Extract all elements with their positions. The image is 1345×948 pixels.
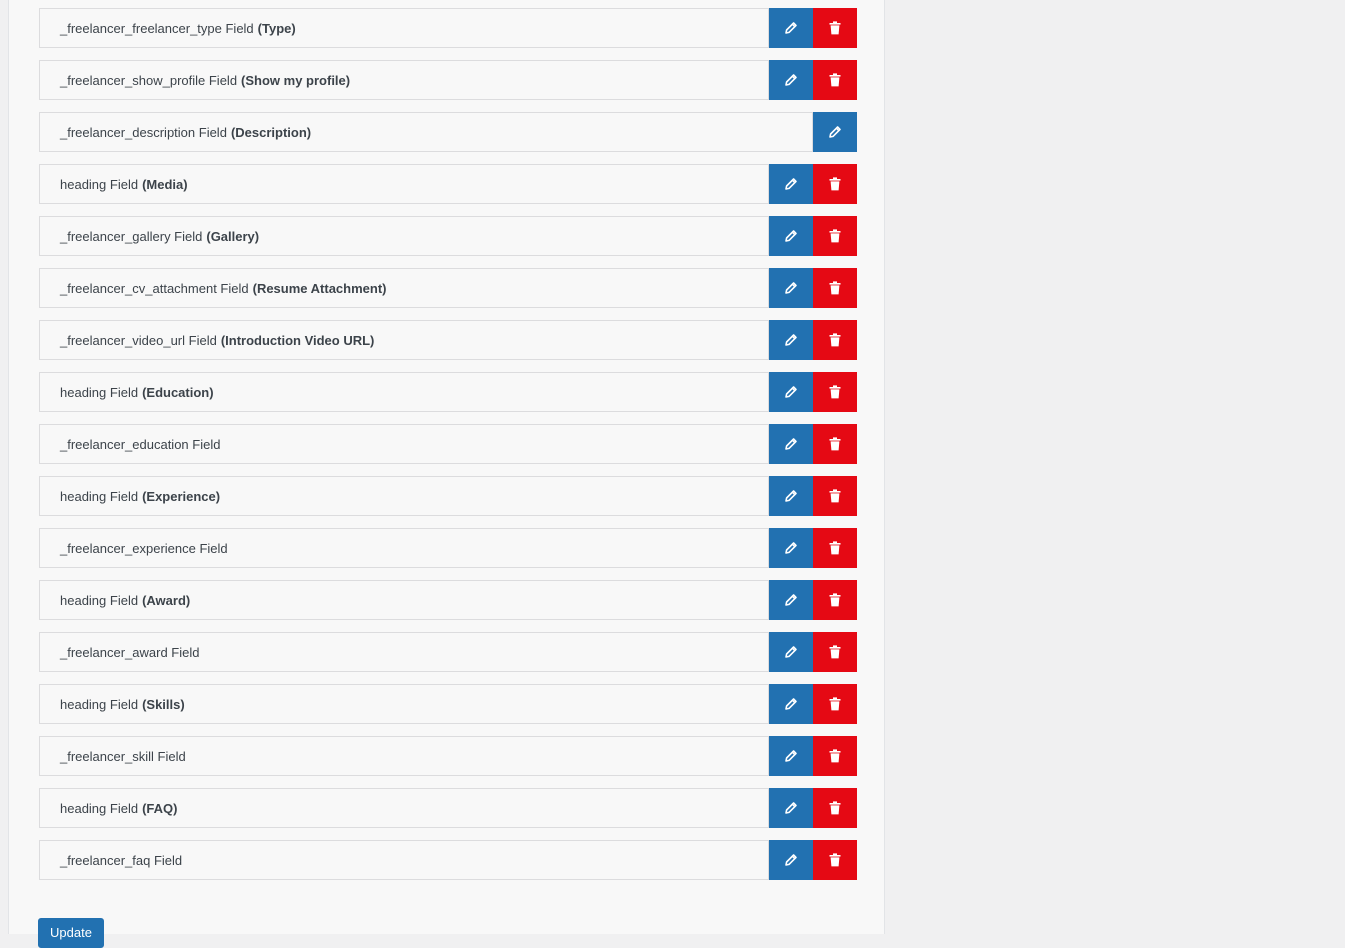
edit-field-button[interactable] [769,580,813,620]
field-key: heading Field [60,696,139,712]
field-key: _freelancer_gallery Field [60,228,203,244]
field-row [39,112,857,152]
delete-field-button[interactable] [813,320,857,360]
pencil-icon [784,593,798,607]
edit-field-button[interactable] [769,424,813,464]
field-row [39,216,857,256]
delete-field-button[interactable] [813,216,857,256]
edit-field-button[interactable] [769,372,813,412]
delete-field-button[interactable] [813,736,857,776]
field-title: (Skills) [142,696,185,712]
delete-field-button[interactable] [813,684,857,724]
field-label [39,8,769,48]
trash-icon [829,281,841,295]
delete-field-button[interactable] [813,372,857,412]
field-key: _freelancer_video_url Field [60,332,217,348]
edit-field-button[interactable] [769,528,813,568]
trash-icon [829,645,841,659]
field-label [39,684,769,724]
pencil-icon [784,385,798,399]
edit-field-button[interactable] [769,840,813,880]
trash-icon [829,385,841,399]
field-row [39,476,857,516]
pencil-icon [784,801,798,815]
pencil-icon [784,177,798,191]
edit-field-button[interactable] [769,8,813,48]
field-label [39,476,769,516]
edit-field-button[interactable] [769,632,813,672]
fields-panel [8,0,885,934]
field-title: (Education) [142,384,214,400]
trash-icon [829,593,841,607]
trash-icon [829,489,841,503]
field-title: (Show my profile) [241,72,351,88]
edit-field-button[interactable] [769,476,813,516]
delete-field-button[interactable] [813,8,857,48]
field-row [39,684,857,724]
edit-field-button[interactable] [769,60,813,100]
field-key: heading Field [60,592,139,608]
pencil-icon [784,541,798,555]
field-title: (Gallery) [206,228,260,244]
field-label [39,372,769,412]
field-row [39,320,857,360]
trash-icon [829,21,841,35]
field-label [39,840,769,880]
field-title: (FAQ) [142,800,178,816]
field-key: heading Field [60,488,139,504]
delete-field-button[interactable] [813,788,857,828]
edit-field-button[interactable] [769,268,813,308]
pencil-icon [784,73,798,87]
field-label [39,268,769,308]
field-title: (Type) [257,20,296,36]
pencil-icon [784,697,798,711]
field-row [39,788,857,828]
field-key: _freelancer_show_profile Field [60,72,238,88]
pencil-icon [784,749,798,763]
field-title: (Award) [142,592,191,608]
field-key: _freelancer_skill Field [60,748,186,764]
delete-field-button[interactable] [813,840,857,880]
field-title: (Description) [230,124,312,140]
field-row [39,840,857,880]
edit-field-button[interactable] [769,788,813,828]
field-key: _freelancer_education Field [60,436,221,452]
pencil-icon [784,489,798,503]
field-row [39,8,857,48]
field-title: (Introduction Video URL) [220,332,375,348]
delete-field-button[interactable] [813,580,857,620]
field-key: _freelancer_cv_attachment Field [60,280,249,296]
field-row [39,60,857,100]
pencil-icon [784,437,798,451]
field-title: (Media) [142,176,188,192]
field-key: heading Field [60,176,139,192]
field-key: _freelancer_faq Field [60,852,183,868]
delete-field-button[interactable] [813,268,857,308]
delete-field-button[interactable] [813,476,857,516]
pencil-icon [784,645,798,659]
field-key: _freelancer_experience Field [60,540,228,556]
field-label [39,60,769,100]
field-key: heading Field [60,800,139,816]
field-label [39,424,769,464]
edit-field-button[interactable] [769,320,813,360]
field-list [39,8,857,892]
field-row [39,424,857,464]
field-label [39,164,769,204]
field-label [39,580,769,620]
trash-icon [829,229,841,243]
pencil-icon [828,125,842,139]
edit-field-button[interactable] [769,736,813,776]
field-key: _freelancer_freelancer_type Field [60,20,254,36]
trash-icon [829,749,841,763]
delete-field-button[interactable] [813,424,857,464]
field-row [39,736,857,776]
field-key: _freelancer_award Field [60,644,200,660]
trash-icon [829,801,841,815]
field-row [39,268,857,308]
trash-icon [829,853,841,867]
field-row [39,580,857,620]
pencil-icon [784,21,798,35]
field-row [39,372,857,412]
edit-field-button[interactable] [769,684,813,724]
trash-icon [829,73,841,87]
field-key: _freelancer_description Field [60,124,227,140]
field-label [39,736,769,776]
field-label [39,788,769,828]
pencil-icon [784,853,798,867]
field-label [39,528,769,568]
field-label [39,216,769,256]
delete-field-button[interactable] [813,632,857,672]
pencil-icon [784,333,798,347]
field-key: heading Field [60,384,139,400]
edit-field-button[interactable] [813,112,857,152]
field-label [39,632,769,672]
update-button[interactable]: Update [38,918,104,948]
pencil-icon [784,281,798,295]
edit-field-button[interactable] [769,164,813,204]
field-row [39,528,857,568]
trash-icon [829,333,841,347]
pencil-icon [784,229,798,243]
field-title: (Resume Attachment) [252,280,387,296]
delete-field-button[interactable] [813,164,857,204]
field-row [39,632,857,672]
trash-icon [829,541,841,555]
delete-field-button[interactable] [813,60,857,100]
edit-field-button[interactable] [769,216,813,256]
field-label [39,320,769,360]
trash-icon [829,437,841,451]
delete-field-button[interactable] [813,528,857,568]
field-row [39,164,857,204]
trash-icon [829,697,841,711]
trash-icon [829,177,841,191]
field-label [39,112,813,152]
field-title: (Experience) [142,488,221,504]
